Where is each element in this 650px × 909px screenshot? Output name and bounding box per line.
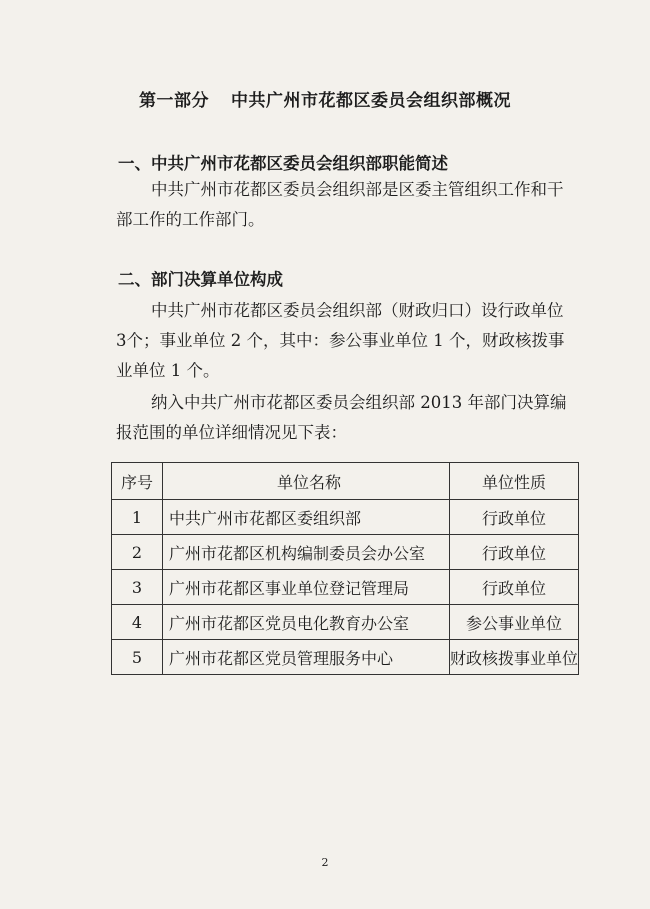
cell-type: 行政单位 — [450, 535, 579, 570]
text-line: 3个；事业单位 2 个，其中：参公事业单位 1 个，财政核拨事 — [116, 331, 565, 350]
text-line: 中共广州市花都区委员会组织部是区委主管组织工作和干 — [151, 180, 564, 199]
table-header-row — [112, 463, 579, 500]
table-row — [112, 500, 579, 535]
table-row — [112, 570, 579, 605]
cell-index: 3 — [112, 570, 163, 605]
header-cell-name: 单位名称 — [163, 463, 450, 500]
section2-paragraph-1 — [116, 296, 600, 386]
cell-name: 广州市花都区党员电化教育办公室 — [163, 605, 450, 640]
cell-index: 2 — [112, 535, 163, 570]
page-title — [0, 86, 650, 111]
header-cell-index: 序号 — [112, 463, 163, 500]
table-row — [112, 605, 579, 640]
cell-type: 行政单位 — [450, 570, 579, 605]
text-line: 报范围的单位详细情况见下表： — [116, 423, 347, 442]
cell-index: 4 — [112, 605, 163, 640]
page-number: 2 — [321, 856, 329, 869]
unit-table — [111, 462, 579, 675]
table-row — [112, 640, 579, 675]
cell-name: 中共广州市花都区委组织部 — [163, 500, 450, 535]
text-line: 业单位 1 个。 — [116, 361, 220, 380]
cell-name: 广州市花都区机构编制委员会办公室 — [163, 535, 450, 570]
title-part: 第一部分 — [139, 91, 209, 111]
section1-paragraph — [116, 175, 600, 235]
cell-type: 财政核拨事业单位 — [450, 640, 579, 675]
title-name: 中共广州市花都区委员会组织部概况 — [231, 91, 511, 111]
table-row — [112, 535, 579, 570]
cell-name: 广州市花都区党员管理服务中心 — [163, 640, 450, 675]
text-line: 部工作的工作部门。 — [116, 210, 265, 229]
cell-type: 参公事业单位 — [450, 605, 579, 640]
cell-name: 广州市花都区事业单位登记管理局 — [163, 570, 450, 605]
section2-paragraph-2 — [116, 388, 600, 448]
section1-heading: 一、中共广州市花都区委员会组织部职能简述 — [118, 154, 448, 173]
text-line: 中共广州市花都区委员会组织部（财政归口）设行政单位 — [151, 301, 564, 320]
cell-index: 5 — [112, 640, 163, 675]
section2-heading: 二、部门决算单位构成 — [118, 270, 283, 289]
text-line: 纳入中共广州市花都区委员会组织部 2013 年部门决算编 — [151, 393, 567, 412]
header-cell-type: 单位性质 — [450, 463, 579, 500]
cell-type: 行政单位 — [450, 500, 579, 535]
cell-index: 1 — [112, 500, 163, 535]
